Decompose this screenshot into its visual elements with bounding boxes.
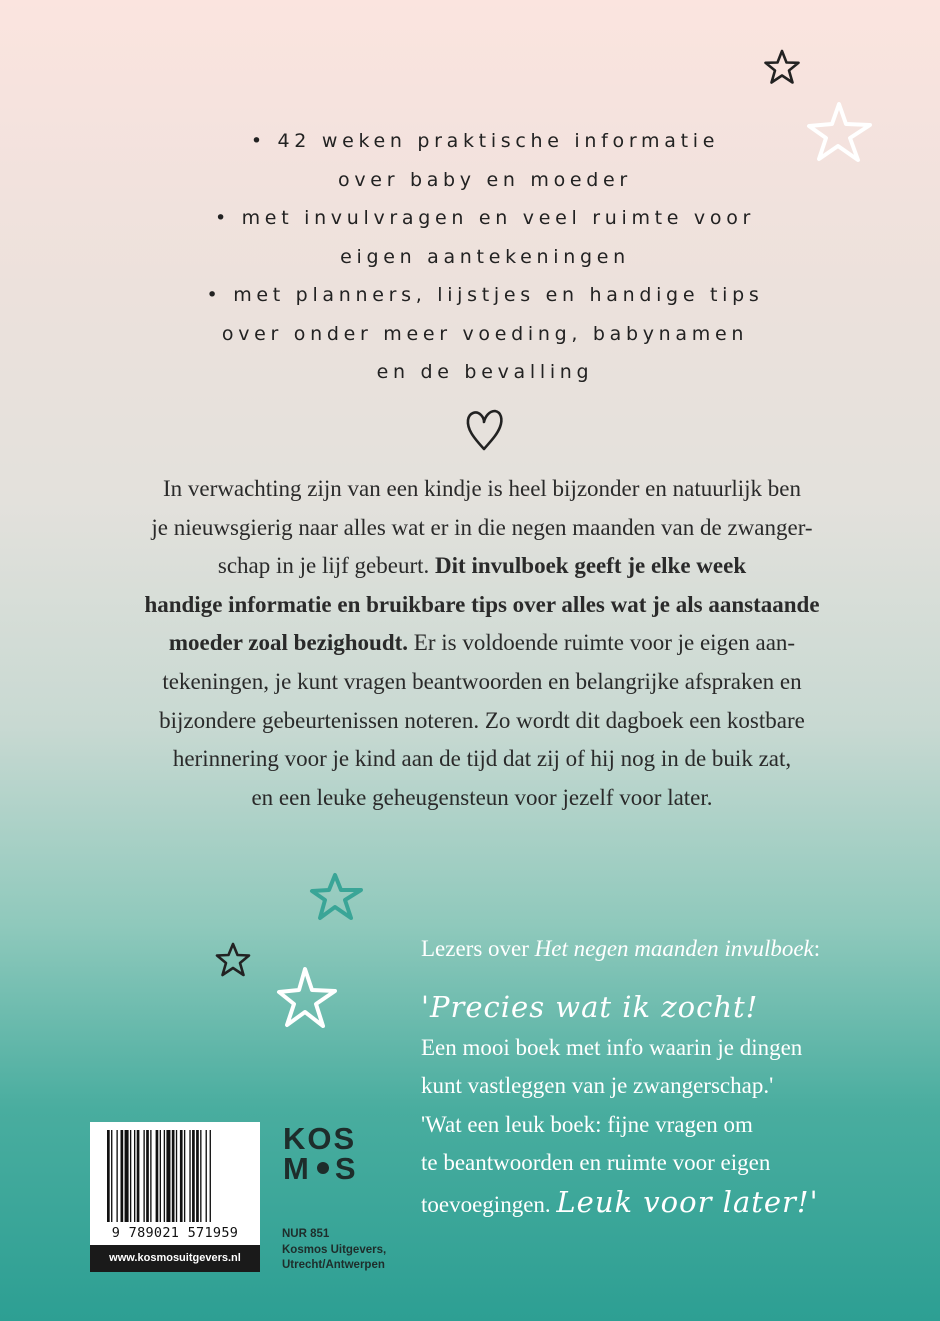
- review-2-line: te beantwoorden en ruimte voor eigen: [421, 1150, 771, 1175]
- feature-line: eigen aantekeningen: [340, 245, 630, 268]
- barcode-bar: [166, 1130, 170, 1222]
- description-bold: moeder zoal bezighoudt.: [168, 630, 409, 656]
- barcode-bar: [180, 1130, 183, 1222]
- review-2-line: 'Wat een leuk boek: fijne vragen om: [421, 1111, 753, 1137]
- kosmos-logo: [283, 1121, 373, 1186]
- barcode-bar: [196, 1130, 199, 1222]
- feature-line: over onder meer voeding, babynamen: [221, 322, 749, 345]
- publisher-website: www.kosmosuitgevers.nl: [90, 1245, 260, 1272]
- barcode-bar: [156, 1130, 159, 1222]
- feature-line: over baby en moeder: [338, 168, 632, 191]
- description-bold: Dit invulboek geeft je elke week: [435, 553, 747, 579]
- star-outline-icon: [214, 942, 252, 978]
- barcode-bar: [160, 1130, 161, 1222]
- feature-line: • 42 weken praktische informatie: [250, 130, 720, 152]
- star-outline-icon: [763, 48, 801, 86]
- review-1-line: Een mooi boek met info waarin je dingen: [421, 1034, 803, 1060]
- barcode-bar: [111, 1130, 112, 1222]
- barcode-bar: [200, 1130, 201, 1222]
- barcode-bar: [130, 1130, 131, 1222]
- barcode-bar: [176, 1130, 177, 1222]
- reviews-heading: [421, 930, 921, 969]
- description-line: je nieuwsgierig naar alles wat er in die negen maanden van de zwanger-: [151, 514, 813, 540]
- description-text: schap in je lijf gebeurt.: [217, 553, 436, 579]
- description-line: tekeningen, je kunt vragen beantwoorden en belangrijke afspraken en: [162, 668, 802, 694]
- barcode-bar: [146, 1130, 149, 1222]
- reviews-heading-suffix: :: [813, 936, 821, 961]
- barcode-bar: [150, 1130, 151, 1222]
- barcode: [90, 1122, 260, 1272]
- review-2-line: [421, 1183, 921, 1225]
- description-line: bijzondere gebeurtenissen noteren. Zo wordt dit dagboek een kostbare: [159, 707, 805, 733]
- description-line: herinnering voor je kind aan de tijd dat zij of hij nog in de buik zat,: [172, 746, 792, 772]
- description-line: [118, 586, 846, 625]
- logo-letter: S: [334, 1151, 358, 1186]
- barcode-bar: [125, 1130, 129, 1222]
- barcode-bar: [134, 1130, 135, 1222]
- barcode-bar: [210, 1130, 211, 1222]
- logo-line-2: [283, 1151, 373, 1186]
- description-line: [118, 624, 846, 663]
- review-2-text: toevoegingen.: [421, 1191, 557, 1217]
- reader-reviews: [421, 930, 921, 1224]
- star-teal-icon: [309, 872, 365, 922]
- publisher-imprint: [282, 1227, 422, 1274]
- feature-line: • met invulvragen en veel ruimte voor: [214, 207, 756, 229]
- reviews-heading-prefix: Lezers over: [421, 936, 535, 961]
- barcode-bar: [143, 1130, 144, 1222]
- barcode-bar: [121, 1130, 124, 1222]
- review-1-script: 'Precies wat ik zocht!: [421, 989, 759, 1024]
- description-text: Er is voldoende ruimte voor je eigen aan-: [408, 630, 796, 656]
- description-paragraph: [118, 470, 846, 817]
- barcode-bars: [90, 1122, 260, 1226]
- description-line: In verwachting zijn van een kindje is heel bijzonder en natuurlijk ben: [162, 476, 802, 501]
- review-1-line: kunt vastleggen van je zwangerschap.': [421, 1073, 774, 1098]
- nur-code: NUR 851: [282, 1228, 330, 1240]
- feature-list: [120, 122, 850, 392]
- barcode-bar: [172, 1130, 175, 1222]
- publisher-city: Utrecht/Antwerpen: [282, 1259, 385, 1271]
- logo-dot-icon: [317, 1162, 329, 1174]
- isbn-digits: 9 789021 571959: [111, 1225, 239, 1241]
- description-line: en een leuke geheugensteun voor jezelf voor later.: [251, 784, 713, 810]
- barcode-bar: [189, 1130, 190, 1222]
- review-2-script: Leuk voor later!': [556, 1184, 819, 1219]
- feature-line: en de bevalling: [376, 361, 594, 383]
- star-white-icon: [275, 965, 341, 1031]
- description-line: [118, 547, 846, 586]
- barcode-bar: [137, 1130, 140, 1222]
- barcode-bar: [184, 1130, 185, 1222]
- barcode-bar: [107, 1130, 110, 1222]
- barcode-bar: [164, 1130, 165, 1222]
- description-bold: handige informatie en bruikbare tips over alles wat je als aanstaande: [144, 591, 820, 617]
- feature-line: • met planners, lijstjes en handige tips: [206, 284, 764, 306]
- publisher-name: Kosmos Uitgevers,: [282, 1243, 387, 1256]
- barcode-bar: [206, 1130, 207, 1222]
- heart-icon: [463, 405, 505, 453]
- logo-line-1: KOS: [283, 1121, 357, 1156]
- barcode-bar: [192, 1130, 195, 1222]
- barcode-bar: [116, 1130, 117, 1222]
- logo-letter: M: [283, 1151, 311, 1186]
- book-title: Het negen maanden invulboek: [534, 936, 814, 961]
